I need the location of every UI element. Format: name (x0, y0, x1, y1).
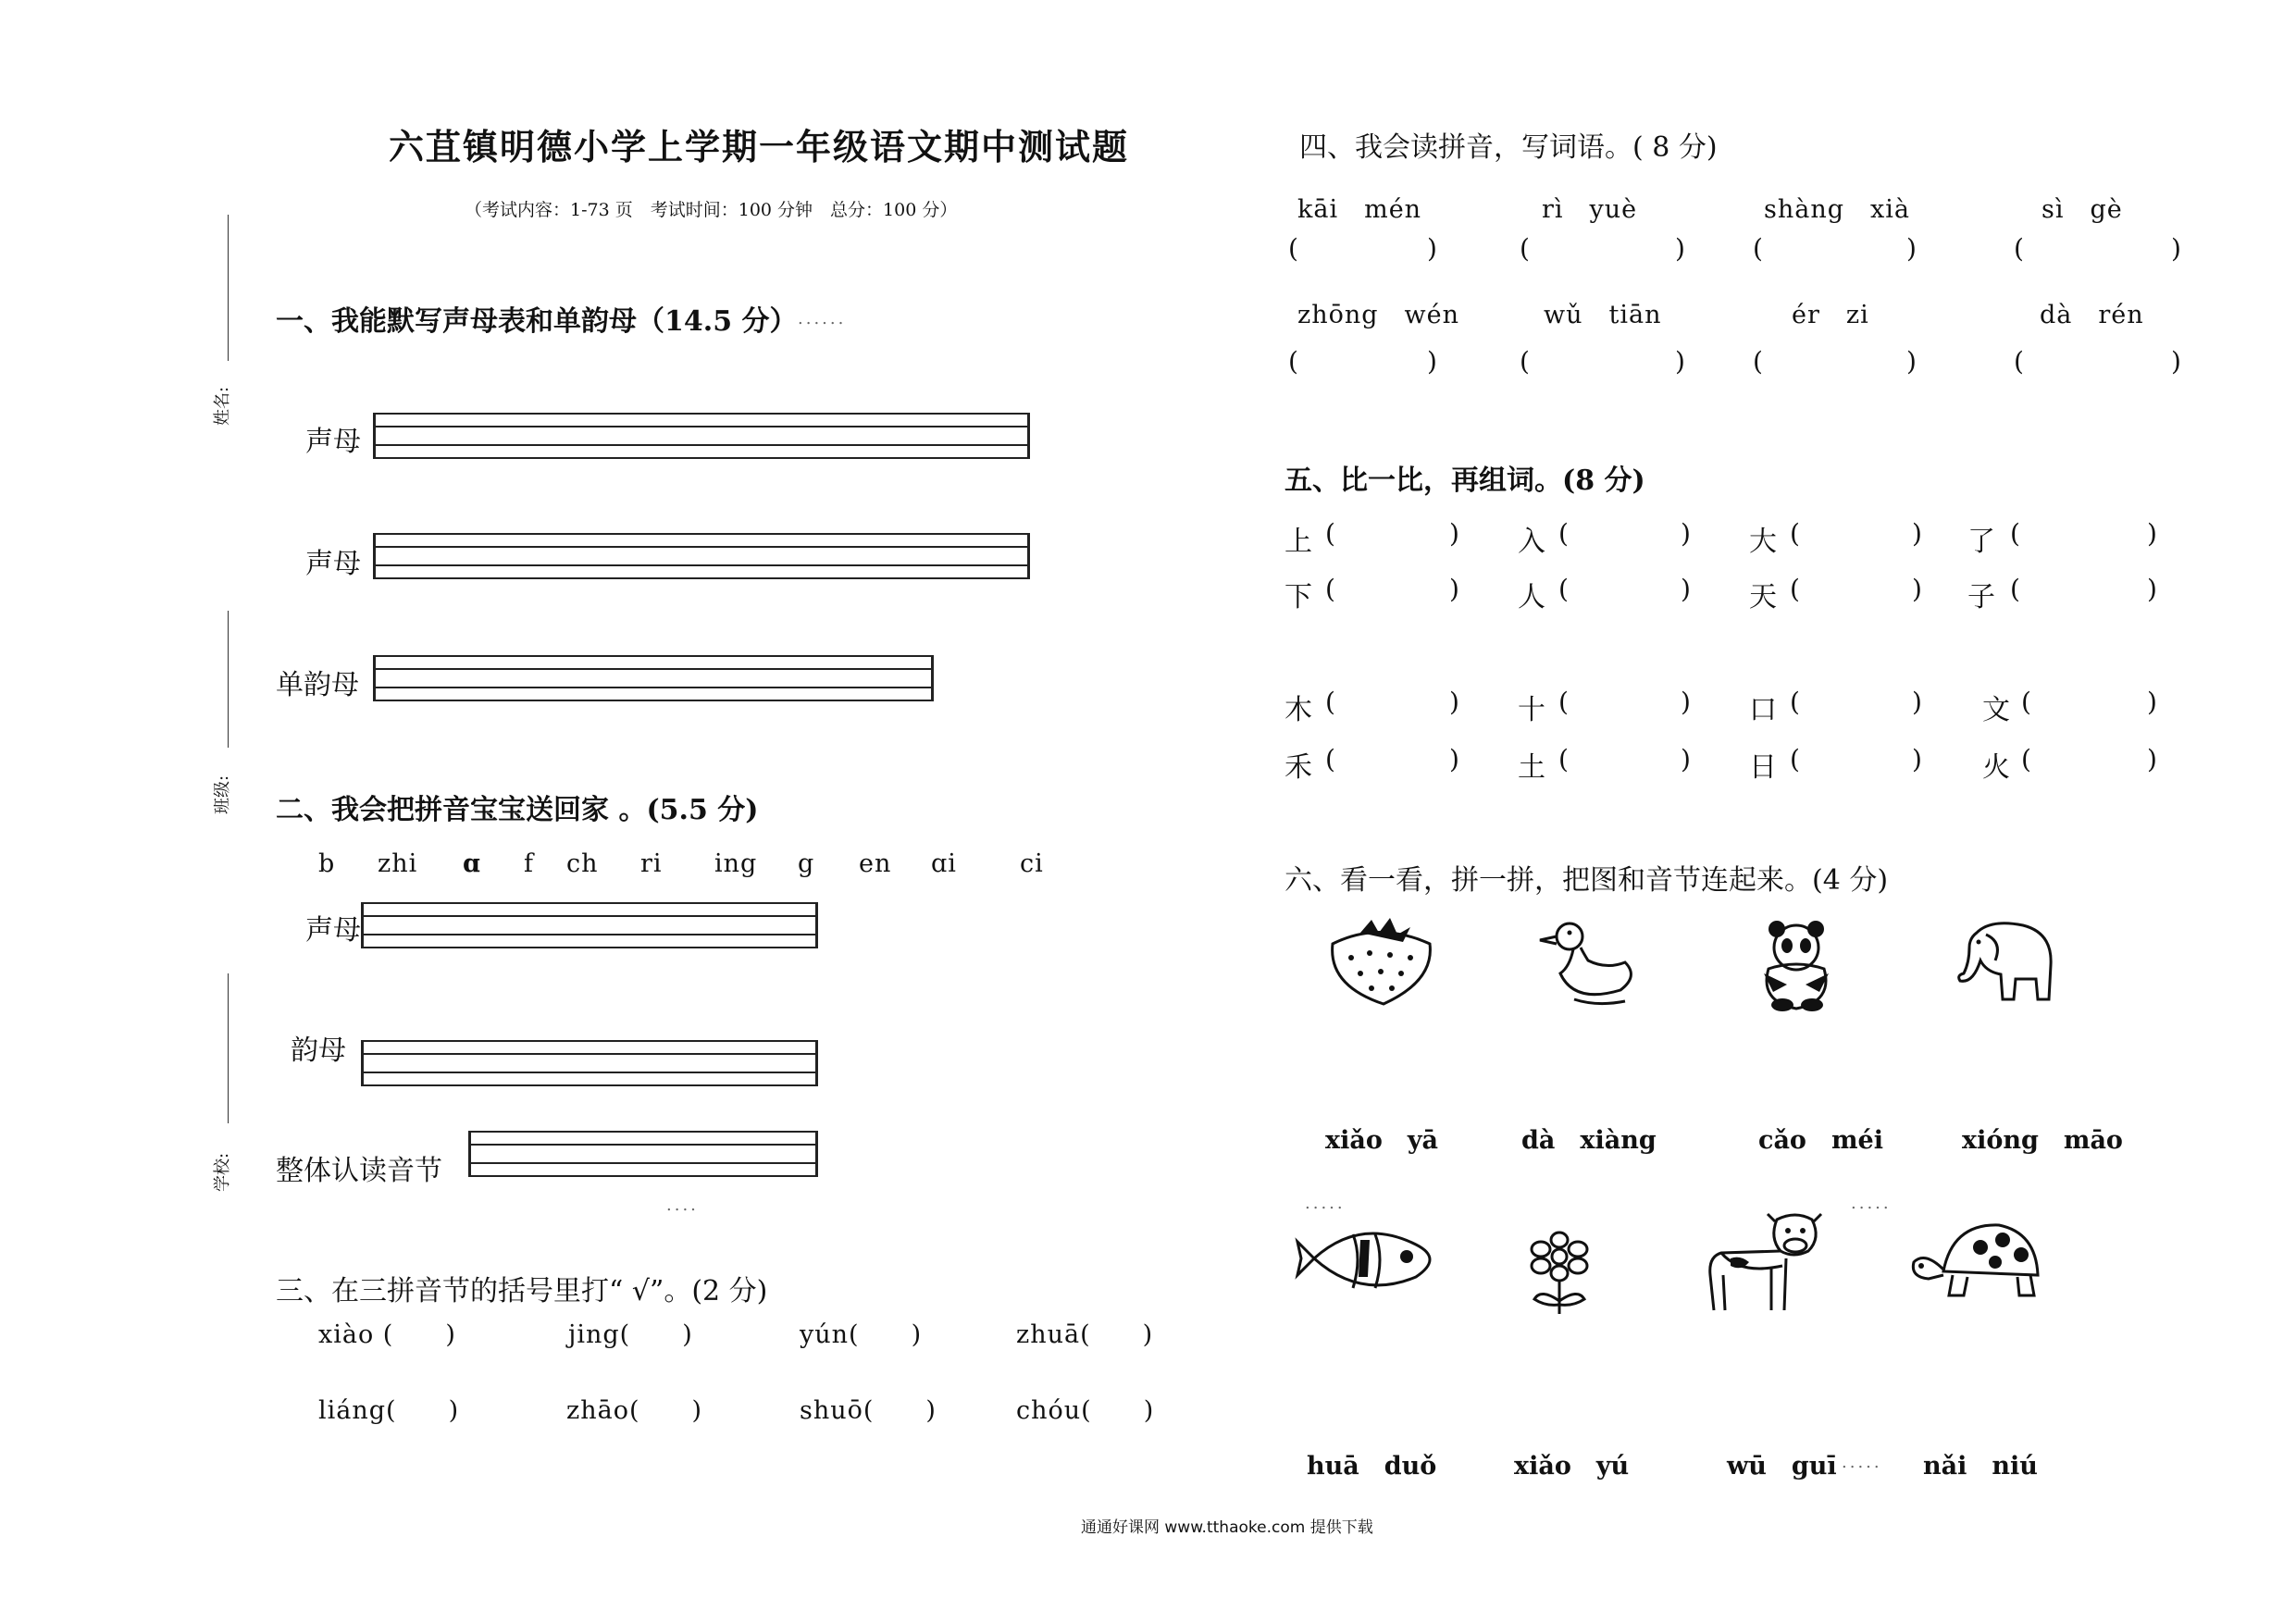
initials-label-2: 声母 (305, 548, 361, 580)
answer-paren-open: ( (2021, 744, 2031, 774)
answer-paren-open: ( (1790, 687, 1800, 717)
answer-paren-close: ) (1906, 346, 1917, 377)
match-pinyin-nainiu[interactable]: nǎi niú (1923, 1452, 2038, 1481)
answer-paren-open: ( (1790, 518, 1800, 549)
check-item-jing[interactable]: jing( ) (568, 1320, 693, 1349)
compare-char-zi: 子 (1967, 581, 1995, 613)
match-pinyin-huaduo[interactable]: huā duǒ (1307, 1452, 1437, 1481)
letter-b: b (318, 849, 336, 878)
section6-heading: 六、看一看，拼一拼，把图和音节连起来。(4 分) (1285, 864, 1889, 897)
answer-paren-open: ( (2021, 687, 2031, 717)
answer-paren-open: ( (1325, 744, 1335, 774)
answer-paren-close: ) (2171, 346, 2181, 377)
answer-paren-close: ) (1675, 233, 1685, 264)
compare-char-he: 禾 (1285, 751, 1312, 784)
compare-char-shang: 上 (1285, 526, 1312, 558)
dotted-decoration: ..... (1842, 1453, 1882, 1472)
letter-zhi: zhi (378, 849, 418, 878)
compare-char-mu: 木 (1285, 694, 1312, 726)
letter-a: ɑ (463, 849, 481, 878)
match-pinyin-xiaoyu[interactable]: xiǎo yú (1514, 1452, 1630, 1481)
dotted-decoration: .... (666, 1196, 699, 1215)
initials-label-1: 声母 (305, 426, 361, 458)
duck-icon[interactable] (1533, 916, 1644, 1013)
pinyin-word-daren: dà rén (2040, 301, 2144, 329)
match-pinyin-xiaoya[interactable]: xiǎo yā (1325, 1126, 1439, 1155)
answer-paren-open: ( (2010, 518, 2020, 549)
writing-staff-2[interactable] (373, 533, 1030, 579)
cow-icon[interactable] (1703, 1210, 1842, 1317)
pinyin-word-riyue: rì yuè (1542, 195, 1638, 224)
initials-sort-label: 声母 (305, 914, 361, 947)
answer-paren-close: ) (2147, 687, 2157, 717)
check-item-shuo[interactable]: shuō( ) (800, 1396, 937, 1425)
answer-paren-open: ( (1325, 574, 1335, 604)
answer-paren-open: ( (1288, 233, 1298, 264)
answer-paren-open: ( (1520, 346, 1530, 377)
sort-staff-initials[interactable] (361, 902, 818, 948)
answer-paren-close: ) (1912, 574, 1922, 604)
answer-paren-close: ) (1912, 518, 1922, 549)
compare-char-shi: 十 (1518, 694, 1545, 726)
pinyin-word-wutian: wǔ tiān (1544, 301, 1662, 329)
check-item-liang[interactable]: liáng( ) (318, 1396, 460, 1425)
answer-paren-close: ) (2147, 574, 2157, 604)
compare-char-tian: 天 (1749, 581, 1777, 613)
dotted-decoration: ..... (1851, 1194, 1892, 1213)
answer-paren-close: ) (1449, 574, 1459, 604)
writing-staff-1[interactable] (373, 413, 1030, 459)
fish-icon[interactable] (1296, 1212, 1453, 1305)
compare-char-tu: 土 (1518, 751, 1545, 784)
pinyin-word-shangxia: shàng xià (1764, 195, 1910, 224)
turtle-icon[interactable] (1906, 1214, 2045, 1307)
answer-paren-open: ( (1790, 744, 1800, 774)
answer-paren-close: ) (1427, 346, 1437, 377)
dotted-decoration: ..... (1305, 1194, 1346, 1213)
answer-paren-close: ) (2147, 518, 2157, 549)
match-pinyin-xiongmao[interactable]: xióng māo (1962, 1126, 2123, 1155)
pinyin-word-kaimen: kāi mén (1297, 195, 1422, 224)
answer-paren-open: ( (1558, 574, 1569, 604)
check-item-chou[interactable]: chóu( ) (1016, 1396, 1155, 1425)
answer-paren-open: ( (1753, 346, 1763, 377)
answer-paren-close: ) (1427, 233, 1437, 264)
class-label: 班级: (213, 774, 232, 814)
pinyin-word-erzi: ér zi (1792, 301, 1869, 329)
answer-paren-open: ( (2010, 574, 2020, 604)
finals-label: 单韵母 (276, 669, 359, 701)
letter-g: g (798, 849, 815, 878)
compare-char-kou: 口 (1749, 694, 1777, 726)
answer-paren-close: ) (1449, 687, 1459, 717)
sort-staff-whole[interactable] (468, 1131, 818, 1177)
check-item-xiao[interactable]: xiào ( ) (318, 1320, 456, 1349)
section2-heading: 二、我会把拼音宝宝送回家 。(5.5 分) (276, 794, 759, 826)
check-item-zhao[interactable]: zhāo( ) (566, 1396, 703, 1425)
section1-heading: 一、我能默写声母表和单韵母（14.5 分） (276, 305, 798, 338)
answer-paren-close: ) (1449, 744, 1459, 774)
answer-paren-open: ( (2014, 233, 2024, 264)
answer-paren-close: ) (1449, 518, 1459, 549)
finals-sort-label: 韵母 (291, 1035, 346, 1067)
pinyin-word-zhongwen: zhōng wén (1297, 301, 1460, 329)
answer-paren-close: ) (1681, 574, 1691, 604)
answer-paren-close: ) (1906, 233, 1917, 264)
writing-staff-3[interactable] (373, 655, 934, 701)
margin-line-class (228, 611, 229, 748)
answer-paren-close: ) (1681, 518, 1691, 549)
compare-char-ren: 人 (1518, 581, 1545, 613)
flower-icon[interactable] (1499, 1231, 1620, 1319)
check-item-yun[interactable]: yún( ) (800, 1320, 923, 1349)
section3-heading: 三、在三拼音节的括号里打“ √”。(2 分) (276, 1275, 768, 1307)
compare-char-le: 了 (1967, 526, 1995, 558)
answer-paren-open: ( (1753, 233, 1763, 264)
dotted-decoration: ...... (798, 309, 847, 328)
letter-f: f (524, 849, 534, 878)
letter-ci: ci (1020, 849, 1044, 878)
letter-ing: ing (714, 849, 758, 878)
compare-char-huo: 火 (1982, 751, 2010, 784)
answer-paren-close: ) (1912, 687, 1922, 717)
answer-paren-open: ( (2014, 346, 2024, 377)
answer-paren-close: ) (2171, 233, 2181, 264)
compare-char-xia: 下 (1285, 581, 1312, 613)
strawberry-icon[interactable] (1314, 916, 1444, 1009)
match-pinyin-daxiang[interactable]: dà xiàng (1521, 1126, 1657, 1155)
answer-paren-open: ( (1325, 687, 1335, 717)
school-label: 学校: (213, 1152, 232, 1192)
answer-paren-open: ( (1558, 518, 1569, 549)
letter-ai: ɑi (931, 849, 957, 878)
whole-syllable-label: 整体认读音节 (276, 1155, 442, 1187)
margin-line-name (228, 215, 229, 361)
answer-paren-close: ) (1912, 744, 1922, 774)
answer-paren-close: ) (1681, 687, 1691, 717)
sort-staff-finals[interactable] (361, 1040, 818, 1086)
page-title: 六苴镇明德小学上学期一年级语文期中测试题 (389, 126, 1130, 167)
letter-ch: ch (566, 849, 599, 878)
pinyin-word-sige: sì gè (2042, 195, 2123, 224)
answer-paren-open: ( (1558, 687, 1569, 717)
match-pinyin-caomei[interactable]: cǎo méi (1758, 1126, 1883, 1155)
answer-paren-open: ( (1790, 574, 1800, 604)
section5-heading: 五、比一比，再组词。(8 分) (1285, 465, 1645, 497)
letter-ri: ri (640, 849, 663, 878)
answer-paren-open: ( (1558, 744, 1569, 774)
elephant-icon[interactable] (1949, 914, 2060, 1011)
exam-info: （考试内容：1-73 页 考试时间：100 分钟 总分：100 分） (465, 200, 958, 220)
answer-paren-close: ) (1681, 744, 1691, 774)
footer-credit: 通通好课网 www.tthaoke.com 提供下载 (1081, 1518, 1373, 1537)
compare-char-ru: 入 (1518, 526, 1545, 558)
panda-icon[interactable] (1745, 918, 1847, 1015)
answer-paren-open: ( (1520, 233, 1530, 264)
margin-line-school (228, 973, 229, 1123)
match-pinyin-wugui[interactable]: wū guī (1727, 1452, 1837, 1481)
section4-heading: 四、我会读拼音，写词语。( 8 分) (1299, 131, 1718, 164)
answer-paren-close: ) (1675, 346, 1685, 377)
compare-char-wen: 文 (1982, 694, 2010, 726)
answer-paren-close: ) (2147, 744, 2157, 774)
check-item-zhua[interactable]: zhuā( ) (1016, 1320, 1154, 1349)
answer-paren-open: ( (1288, 346, 1298, 377)
letter-en: en (859, 849, 892, 878)
answer-paren-open: ( (1325, 518, 1335, 549)
name-label: 姓名: (213, 386, 232, 426)
compare-char-da: 大 (1749, 526, 1777, 558)
compare-char-ri: 日 (1749, 751, 1777, 784)
